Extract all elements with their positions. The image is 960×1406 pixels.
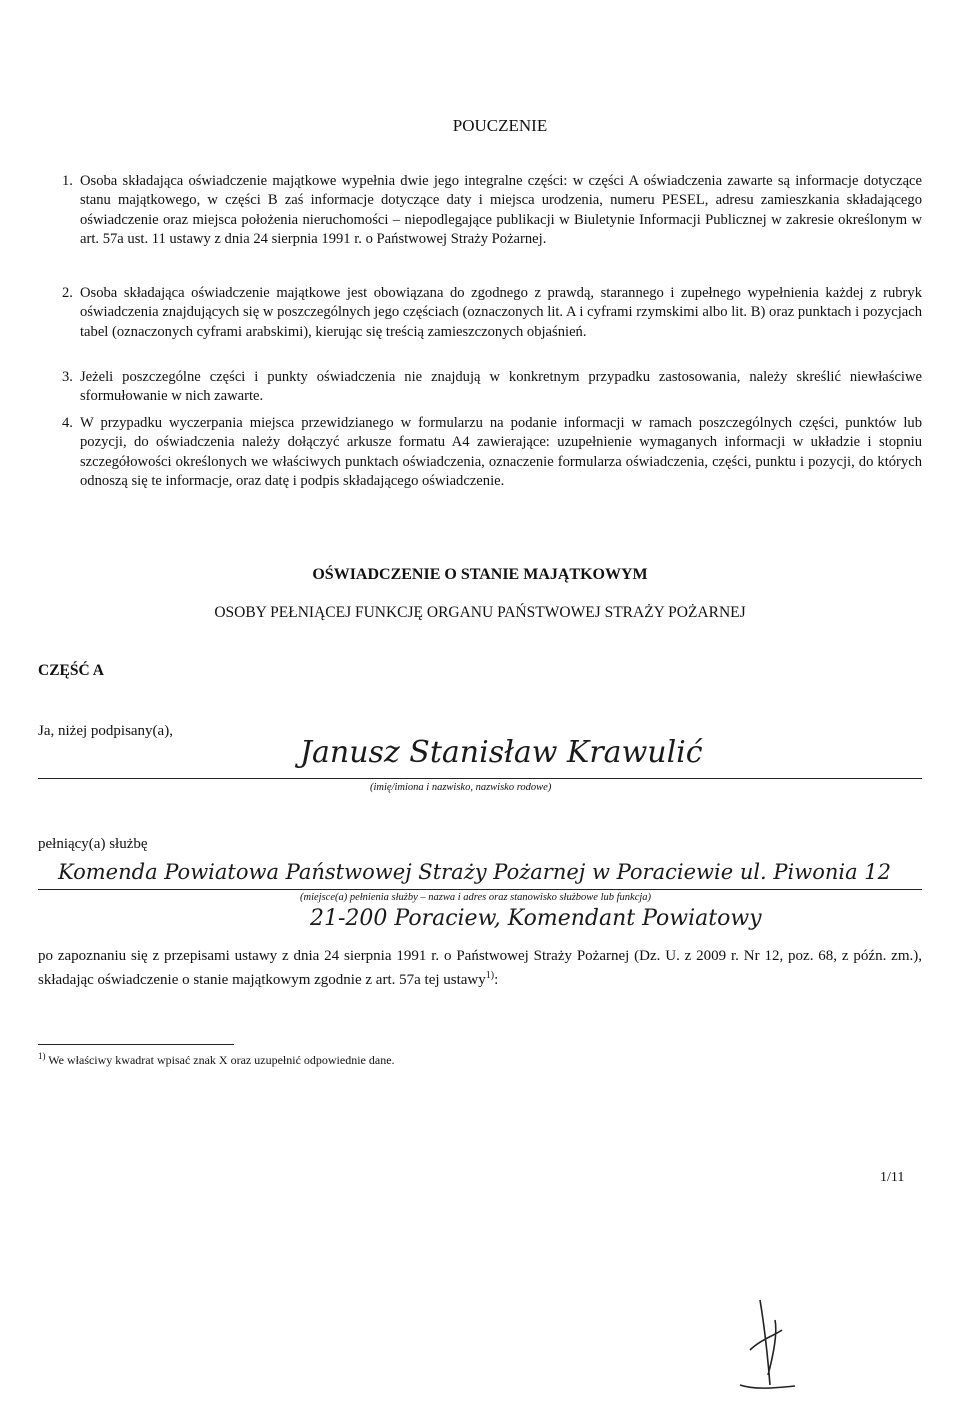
footnote-text: We właściwy kwadrat wpisać znak X oraz uzupełnić odpowiednie dane. xyxy=(48,1053,395,1067)
part-label: CZĘŚĆ A xyxy=(38,662,104,679)
instruction-text: Osoba składająca oświadczenie majątkowe jest obowiązana do zgodnego z prawdą, starannego i zupełnego wypełnienia każdej z rubryk oświadczenia znajdujących się w poszczególnych jego częściach (oznaczonych lit. A i cyframi rzymskimi albo lit. B) oraz punktach i pozycjach tabel (oznaczonych cyframi arabskimi), kierując się treścią zamieszczonych objaśnień. xyxy=(80,285,922,340)
instruction-2 xyxy=(62,284,922,342)
page-title: POUCZENIE xyxy=(452,116,548,135)
position-handwritten-2: 21-200 Poraciew, Komendant Powiatowy xyxy=(310,906,762,931)
instruction-number: 2. xyxy=(62,285,73,301)
statement-end: : xyxy=(494,972,499,988)
position-underline xyxy=(38,889,922,890)
footnote-mark: 1) xyxy=(38,1051,46,1061)
instruction-number: 3. xyxy=(62,369,73,385)
instruction-text: Osoba składająca oświadczenie majątkowe wypełnia dwie jego integralne części: w części A oświadczenia zawarte są informacje dotyczące stanu majątkowego, w części B zaś informacje dotyczące daty i miejsca urodzenia, numeru PESEL, adresu zamieszkania składającego oświadczenie oraz miejsca położenia nieruchomości – niepodlegające publikacji w Biuletynie Informacji Publicznej w zakresie określonym w art. 57a ust. 11 ustawy z dnia 24 sierpnia 1991 r. o Państwowej Straży Pożarnej. xyxy=(80,173,922,248)
footnote-rule xyxy=(38,1044,234,1045)
signature-mark xyxy=(720,1290,810,1400)
name-underline xyxy=(38,778,922,779)
instruction-3 xyxy=(62,368,922,407)
name-caption: (imię/imiona i nazwisko, nazwisko rodowe) xyxy=(370,782,552,793)
position-label: pełniący(a) służbę xyxy=(38,836,148,852)
statement-body: po zapoznaniu się z przepisami ustawy z dnia 24 sierpnia 1991 r. o Państwowej Straży Pożarnej (Dz. U. z 2009 r. Nr 12, poz. 68, z późn. zm.), składając oświadczenie o stanie majątkowym zgodnie z art. 57a tej ustawy xyxy=(38,948,922,988)
form-heading: OŚWIADCZENIE O STANIE MAJĄTKOWYM xyxy=(312,566,648,583)
instruction-text: W przypadku wyczerpania miejsca przewidzianego w formularzu na podanie informacji w ramach poszczególnych części, punktów lub pozycji, do oświadczenia należy dołączyć arkusze formatu A4 zawierające: uzupełnienie wymaganych informacji w układzie i stopniu szczegółowości określonych we właściwych punktach oświadczenia, oznaczenie formularza oświadczenia, części, punktu i pozycji, do których odnoszą się te informacje, oraz datę i podpis składającego oświadczenie. xyxy=(80,415,922,490)
instruction-1 xyxy=(62,172,922,250)
instruction-text: Jeżeli poszczególne części i punkty oświadczenia nie znajdują w konkretnym przypadku zastosowania, należy skreślić niewłaściwe sformułowanie w nich zawarte. xyxy=(80,369,922,405)
footnote xyxy=(38,1051,395,1068)
position-caption: (miejsce(a) pełnienia służby – nazwa i adres oraz stanowisko służbowe lub funkcja) xyxy=(300,892,652,903)
footnote-ref: 1) xyxy=(485,970,495,981)
declarant-name-handwritten: Janusz Stanisław Krawulić xyxy=(300,735,703,770)
instruction-number: 4. xyxy=(62,415,73,431)
statement-text xyxy=(38,946,922,990)
instruction-4 xyxy=(62,414,922,492)
instruction-number: 1. xyxy=(62,173,73,189)
declarant-label: Ja, niżej podpisany(a), xyxy=(38,723,173,739)
position-handwritten-1: Komenda Powiatowa Państwowej Straży Pożarnej w Poraciewie ul. Piwonia 12 xyxy=(58,860,892,884)
page-number: 1/11 xyxy=(880,1170,905,1185)
form-subheading: OSOBY PEŁNIĄCEJ FUNKCJĘ ORGANU PAŃSTWOWEJ STRAŻY POŻARNEJ xyxy=(214,604,746,621)
